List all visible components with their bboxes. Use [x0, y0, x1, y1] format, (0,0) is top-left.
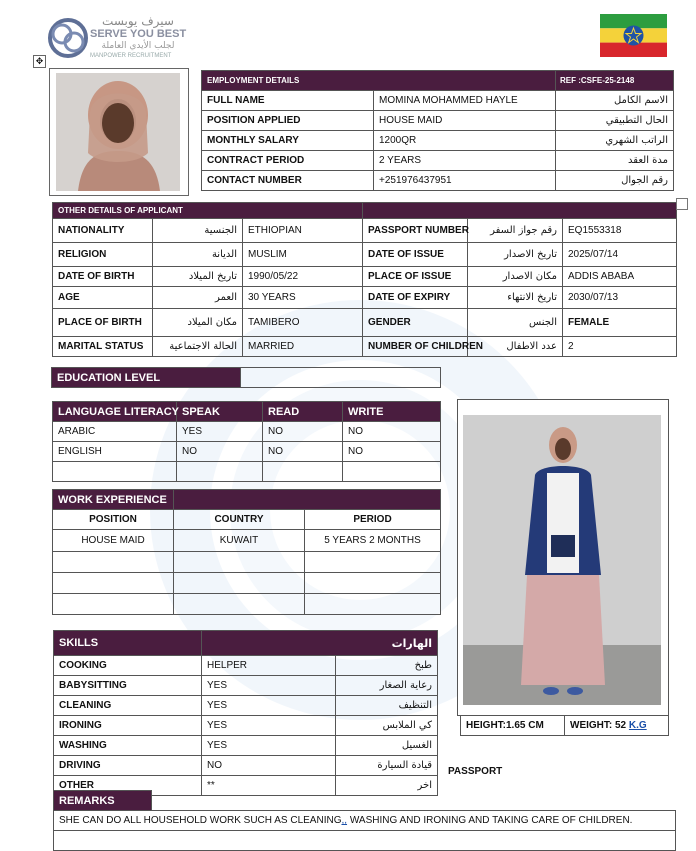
employment-row: POSITION APPLIED HOUSE MAID الحال التطبيقي	[202, 111, 674, 131]
logo-arabic: سيرف يوبست	[102, 14, 174, 28]
table-resize-handle[interactable]	[676, 198, 688, 210]
table-move-handle[interactable]: ✥	[33, 55, 46, 68]
remarks-text: SHE CAN DO ALL HOUSEHOLD WORK SUCH AS CLEANING,, WASHING AND IRONING AND TAKING CARE OF CHILDREN.	[54, 811, 676, 831]
skill-row: CLEANING YES التنظيف	[54, 696, 438, 716]
company-logo	[46, 14, 186, 64]
employment-row: FULL NAME MOMINA MOHAMMED HAYLE الاسم الكامل	[202, 91, 674, 111]
work-experience-table: WORK EXPERIENCE POSITION COUNTRY PERIOD HOUSE MAID KUWAIT 5 YEARS 2 MONTHS	[52, 489, 441, 615]
other-row: NATIONALITY الجنسية ETHIOPIAN PASSPORT NUMBER رقم جواز السفر EQ1553318	[53, 219, 677, 243]
ref-number[interactable]: REF :CSFE-25-2148	[556, 71, 673, 90]
skill-row: COOKING HELPER طبخ	[54, 656, 438, 676]
skills-table	[53, 630, 438, 796]
logo-knot-icon	[46, 14, 90, 62]
skills-title-ar: الهارات	[202, 631, 438, 656]
education-title: EDUCATION LEVEL	[52, 368, 241, 388]
skill-row: DRIVING NO قيادة السيارة	[54, 756, 438, 776]
work-row: HOUSE MAID KUWAIT 5 YEARS 2 MONTHS	[53, 530, 441, 552]
other-row: AGE العمر 30 YEARS DATE OF EXPIRY تاريخ الانتهاء 2030/07/13	[53, 287, 677, 309]
employment-row: CONTRACT PERIOD 2 YEARS مدة العقد	[202, 151, 674, 171]
skills-title: SKILLS	[54, 631, 202, 656]
full-body-photo	[463, 415, 661, 705]
weight-unit: K.G	[628, 720, 647, 731]
skill-row: BABYSITTING YES رعاية الصغار	[54, 676, 438, 696]
full-body-photo-frame	[457, 399, 669, 716]
other-details-table	[52, 202, 677, 357]
logo-english: SERVE YOU BEST	[90, 28, 187, 40]
other-row: PLACE OF BIRTH مكان الميلاد TAMIBERO GENDER الجنس FEMALE	[53, 309, 677, 337]
language-row	[53, 462, 441, 482]
employment-table	[201, 70, 674, 191]
education-table	[51, 367, 441, 388]
skill-row: IRONING YES كي الملابس	[54, 716, 438, 736]
logo-tagline: MANPOWER RECRUITMENT	[90, 53, 172, 59]
work-title: WORK EXPERIENCE	[53, 490, 174, 510]
employment-title: EMPLOYMENT DETAILS	[202, 71, 556, 91]
language-table: LANGUAGE LITERACY SPEAK READ WRITE ARABIC YES NO NO ENGLISH NO NO NO	[52, 401, 441, 482]
height-value: HEIGHT:1.65 CM	[461, 716, 565, 736]
profile-photo-frame	[49, 68, 189, 196]
language-row: ARABIC YES NO NO	[53, 422, 441, 442]
other-details-title: OTHER DETAILS OF APPLICANT	[53, 203, 363, 219]
other-row: MARITAL STATUS الحالة الاجتماعية MARRIED NUMBER OF CHILDREN عدد الاطفال 2	[53, 337, 677, 357]
remarks-title: REMARKS	[54, 791, 152, 811]
other-row: RELIGION الديانة MUSLIM DATE OF ISSUE تاريخ الاصدار 2025/07/14	[53, 243, 677, 267]
weight-value: WEIGHT: 52 K.G	[565, 716, 669, 736]
education-value	[241, 368, 441, 388]
logo-arabic-sub: لجلب الأيدي العاملة	[101, 41, 175, 51]
measurements-table	[460, 715, 669, 736]
skill-row: OTHER ** اخر	[54, 776, 438, 796]
other-row: DATE OF BIRTH تاريخ الميلاد 1990/05/22 PLACE OF ISSUE مكان الاصدار ADDIS ABABA	[53, 267, 677, 287]
skill-row: WASHING YES الغسيل	[54, 736, 438, 756]
employment-row: CONTACT NUMBER +251976437951 رقم الجوال	[202, 171, 674, 191]
profile-photo	[56, 73, 180, 191]
language-row: ENGLISH NO NO NO	[53, 442, 441, 462]
employment-row: MONTHLY SALARY 1200QR الراتب الشهري	[202, 131, 674, 151]
ethiopia-flag	[600, 14, 667, 57]
remarks-table	[53, 790, 676, 851]
passport-label: PASSPORT	[448, 766, 503, 777]
